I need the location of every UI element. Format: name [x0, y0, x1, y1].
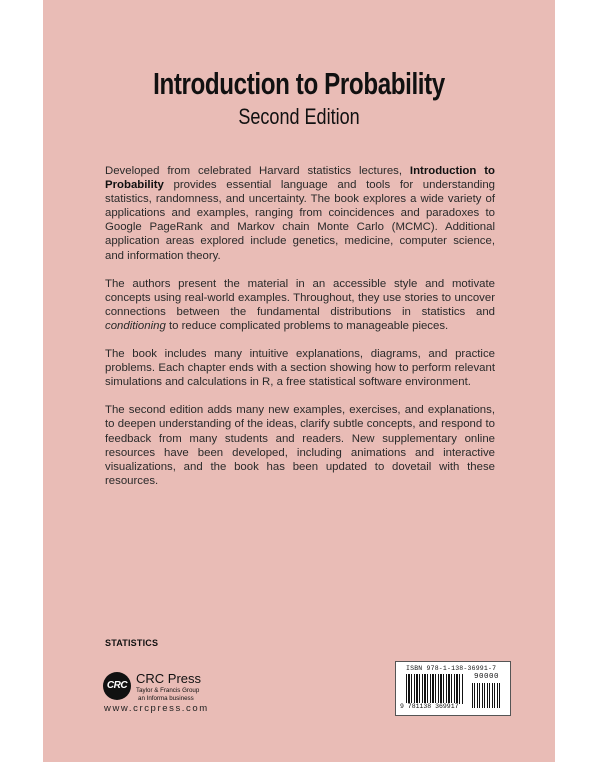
description-paragraph-4: The second edition adds many new examples, exercises, and explanations, to deepen understanding of the ideas, clarify subtle concepts, and respond to feedback from many students and readers. New supplementary online resources have been developed, including animations and interactive visualizations, and the book has been updated to dovetail with these resources. [105, 404, 495, 487]
barcode-bars-icon [406, 674, 464, 704]
isbn-barcode [395, 661, 511, 716]
book-title: Introduction to Probability [153, 66, 445, 101]
barcode-digits: 9 781138 369917 [400, 703, 459, 710]
back-cover [43, 0, 555, 762]
title-mention: Introduction to Probability [105, 165, 495, 192]
description-paragraph-3: The book includes many intuitive explanations, diagrams, and practice problems. Each chapter ends with a section showing how to perform relevant simulations and calculations in R, a free statistical software environment. [105, 348, 495, 389]
crc-logo-icon: CRC [103, 672, 131, 700]
publisher-name: CRC Press [136, 671, 202, 686]
emphasis: conditioning [105, 319, 166, 332]
subject-category: STATISTICS [105, 638, 159, 648]
description-paragraph-1: Developed from celebrated Harvard statistics lectures, Introduction to Probability provides essential language and tools for understanding statistics, randomness, and uncertainty. The book explores a wide variety of applications and examples, ranging from coincidences and paradoxes to Google PageRank and Markov chain Monte Carlo (MCMC). Additional application areas explored include genetics, medicine, computer science, and information theory. [105, 165, 495, 262]
publisher-url: www.crcpress.com [104, 703, 209, 714]
description [105, 164, 495, 502]
price-barcode-bars-icon [472, 683, 502, 708]
publisher-tagline: an Informa business [138, 695, 194, 702]
isbn-label: ISBN 978-1-138-36991-7 [406, 665, 497, 672]
description-paragraph-2: The authors present the material in an accessible style and motivate concepts using real-world examples. Throughout, they use stories to uncover connections between the fundamental distributions in statistics and conditioning to reduce complicated problems to manageable pieces. [105, 277, 495, 332]
price-code: 90000 [474, 673, 500, 681]
publisher-group: Taylor & Francis Group [136, 687, 200, 694]
edition-subtitle: Second Edition [238, 104, 360, 129]
publisher-logo [103, 672, 253, 722]
